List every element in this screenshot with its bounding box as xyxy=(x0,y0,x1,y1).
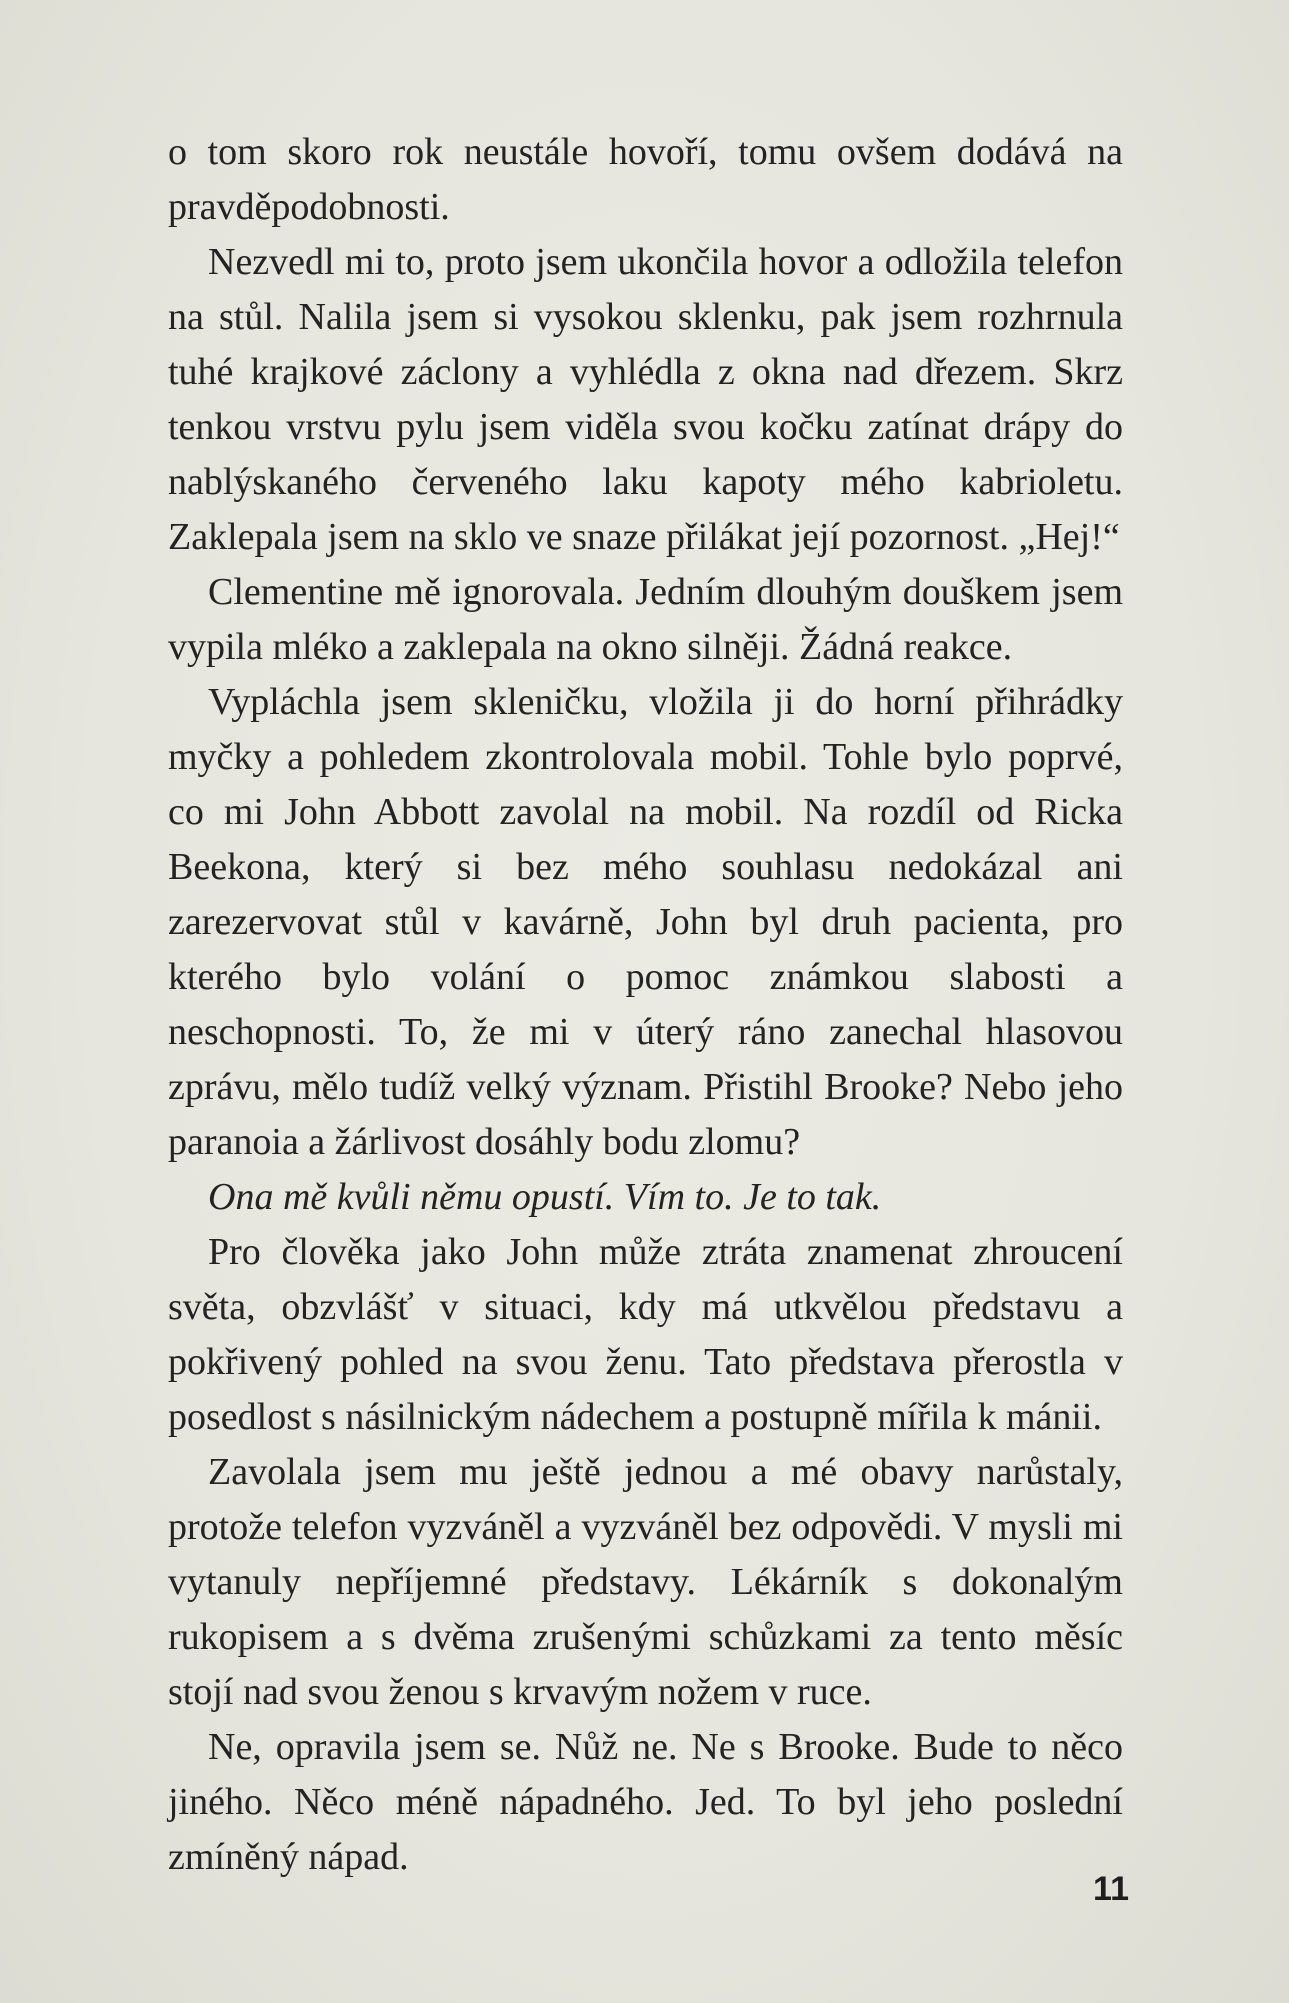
paragraph-4: Vypláchla jsem skleničku, vložila ji do horní přihrádky myčky a pohledem zkontrolovala mobil. Tohle bylo poprvé, co mi John Abbott zavolal na mobil. Na rozdíl od Ricka Beekona, který si bez mého souhlasu nedokázal ani zarezervovat stůl v kavárně, John byl druh pacienta, pro kterého bylo volání o pomoc známkou slabosti a neschopnosti. To, že mi v úterý ráno zanechal hlasovou zprávu, mělo tudíž velký význam. Přistihl Brooke? Nebo jeho paranoia a žárlivost dosáhly bodu zlomu? xyxy=(168,681,1123,1163)
paragraph-7: Zavolala jsem mu ještě jednou a mé obavy narůstaly, protože telefon vyzváněl a vyzváněl bez odpovědi. V mysli mi vytanuly nepříjemné představy. Lékárník s dokonalým rukopisem a s dvěma zrušenými schůzkami za tento měsíc stojí nad svou ženou s krvavým nožem v ruce. xyxy=(168,1451,1123,1713)
paragraph-8: Ne, opravila jsem se. Nůž ne. Ne s Brooke. Bude to něco jiného. Něco méně nápadného. Jed. To byl jeho poslední zmíněný nápad. xyxy=(168,1726,1123,1878)
paragraph-6: Pro člověka jako John může ztráta znamenat zhroucení světa, obzvlášť v situaci, kdy má utkvělou představu a pokřivený pohled na svou ženu. Tato představa přerostla v posedlost s násilnickým nádechem a postupně mířila k mánii. xyxy=(168,1231,1123,1438)
paragraph-3: Clementine mě ignorovala. Jedním dlouhým douškem jsem vypila mléko a zaklepala na okno silněji. Žádná reakce. xyxy=(168,571,1123,668)
page-number: 11 xyxy=(1093,1870,1129,1908)
paragraph-1: o tom skoro rok neustále hovoří, tomu ovšem dodává na pravděpodobnosti. xyxy=(168,131,1123,228)
body-text xyxy=(168,125,1123,1885)
paragraph-5-italic: Ona mě kvůli němu opustí. Vím to. Je to tak. xyxy=(208,1176,882,1218)
paragraph-2: Nezvedl mi to, proto jsem ukončila hovor a odložila telefon na stůl. Nalila jsem si vysokou sklenku, pak jsem rozhrnula tuhé krajkové záclony a vyhlédla z okna nad dřezem. Skrz tenkou vrstvu pylu jsem viděla svou kočku zatínat drápy do nablýskaného červeného laku kapoty mého kabrioletu. Zaklepala jsem na sklo ve snaze přilákat její pozornost. „Hej!“ xyxy=(168,241,1123,558)
